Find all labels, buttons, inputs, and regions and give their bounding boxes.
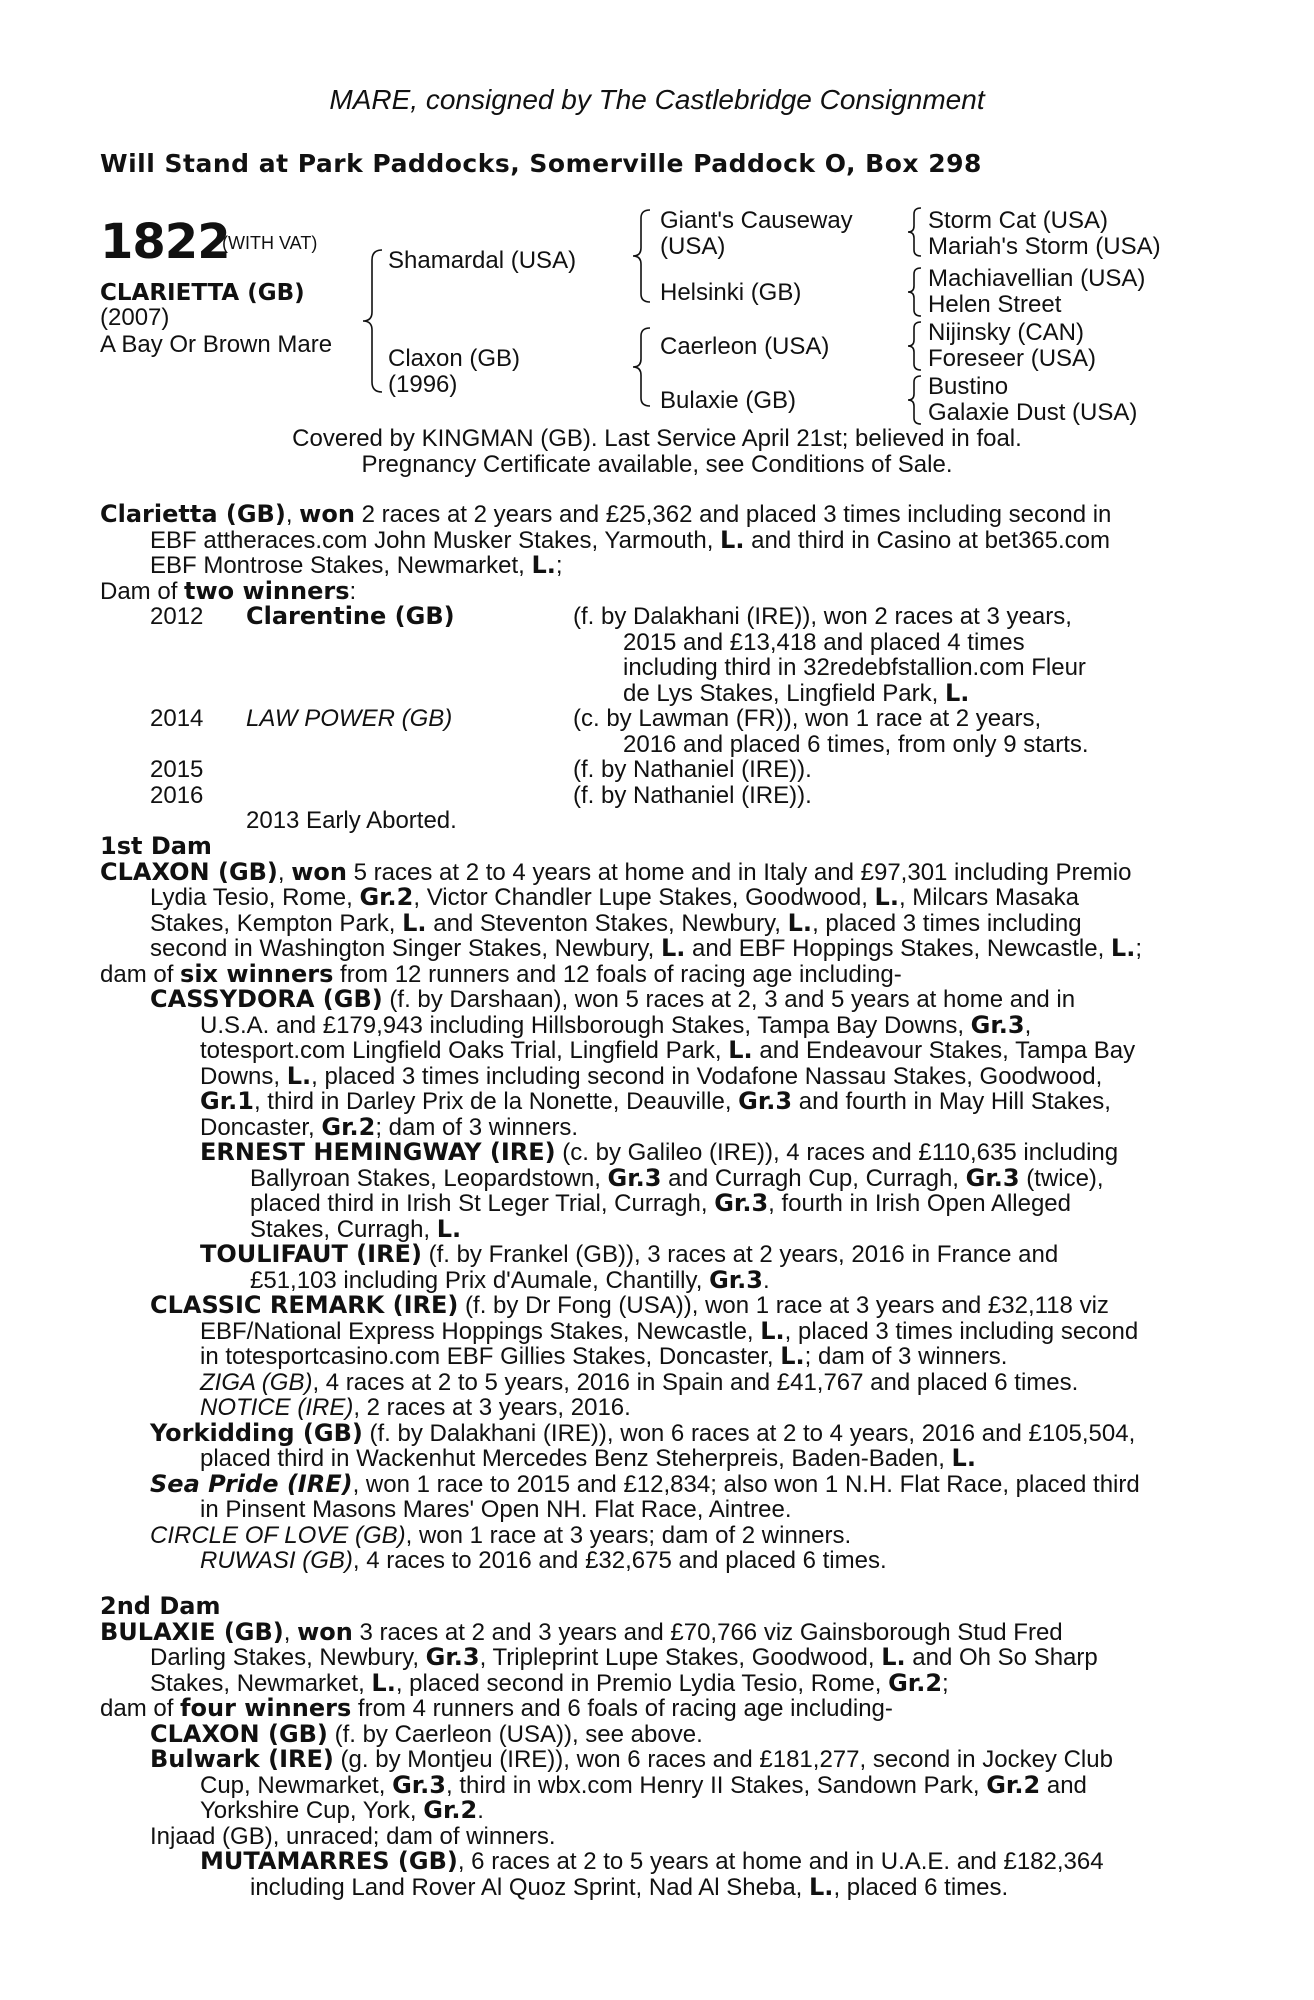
classic-line: EBF/National Express Hoppings Stakes, Newcastle, L., placed 3 times including second xyxy=(200,1316,1139,1345)
aborted-note: 2013 Early Aborted. xyxy=(246,807,457,834)
vat-note: (WITH VAT) xyxy=(222,233,318,253)
produce-detail: (f. by Nathaniel (IRE)). xyxy=(573,756,812,783)
first-dam-section xyxy=(100,834,1210,1574)
pedigree-dam-dam: Bulaxie (GB) xyxy=(660,387,797,414)
bulwark-line: Cup, Newmarket, Gr.3, third in wbx.com Henry II Stakes, Sandown Park, Gr.2 and xyxy=(200,1770,1087,1799)
pedigree-ddd: Galaxie Dust (USA) xyxy=(928,399,1138,426)
stand-location: Will Stand at Park Paddocks, Somerville Paddock O, Box 298 xyxy=(100,149,982,178)
cassydora-line: Doncaster, Gr.2; dam of 3 winners. xyxy=(200,1112,579,1141)
produce-detail: (f. by Nathaniel (IRE)). xyxy=(573,781,812,809)
pedigree-dam-year: (1996) xyxy=(388,371,458,398)
pedigree-brace-ds xyxy=(905,320,925,372)
pedigree-brace-sd xyxy=(905,266,925,318)
mare-record-line: EBF Montrose Stakes, Newmarket, L.; xyxy=(150,551,563,579)
mutamarres-line: including Land Rover Al Quoz Sprint, Nad Al Sheba, L., placed 6 times. xyxy=(250,1872,1009,1901)
injaad-line: Injaad (GB), unraced; dam of winners. xyxy=(150,1822,556,1850)
first-dam-line: Lydia Tesio, Rome, Gr.2, Victor Chandler Lupe Stakes, Goodwood, L., Milcars Masaka xyxy=(150,883,1080,911)
notice-line: NOTICE (IRE), 2 races at 3 years, 2016. xyxy=(200,1394,631,1421)
ernest-line: ERNEST HEMINGWAY (IRE) (c. by Galileo (IRE)), 4 races and £110,635 including xyxy=(200,1138,1119,1166)
pregnancy-note: Pregnancy Certificate available, see Conditions of Sale. xyxy=(361,451,953,478)
pedigree-sdd: Helen Street xyxy=(928,291,1062,318)
produce-detail: (c. by Lawman (FR)), won 1 race at 2 years, xyxy=(573,705,1042,732)
produce-detail: 2016 and placed 6 times, from only 9 starts. xyxy=(623,730,1089,758)
pedigree-dds: Bustino xyxy=(928,373,1009,400)
cassydora-line: CASSYDORA (GB) (f. by Darshaan), won 5 races at 2, 3 and 5 years at home and in xyxy=(150,985,1076,1013)
pedigree-brace-main xyxy=(360,248,390,394)
produce-name: Clarentine (GB) xyxy=(246,602,455,630)
produce-year: 2014 xyxy=(150,705,204,732)
produce-detail: including third in 32redebfstallion.com Fleur xyxy=(623,654,1086,681)
seapride-line: in Pinsent Masons Mares' Open NH. Flat Race, Aintree. xyxy=(200,1496,792,1523)
ernest-line: Stakes, Curragh, L. xyxy=(250,1214,462,1243)
produce-name: LAW POWER (GB) xyxy=(246,705,453,732)
second-dam-heading: 2nd Dam xyxy=(100,1592,221,1620)
claxon-ref-line: CLAXON (GB) (f. by Caerleon (USA)), see above. xyxy=(150,1719,703,1748)
bulwark-line: Yorkshire Cup, York, Gr.2. xyxy=(200,1796,484,1824)
first-dam-line: second in Washington Singer Stakes, Newbury, L. and EBF Hoppings Stakes, Newcastle, L.; xyxy=(150,934,1142,962)
mare-record-line: Clarietta (GB), won 2 races at 2 years and £25,362 and placed 3 times including second in xyxy=(100,500,1112,528)
pedigree-sds: Machiavellian (USA) xyxy=(928,265,1146,292)
horse-year: (2007) xyxy=(100,304,170,331)
ziga-line: ZIGA (GB), 4 races at 2 to 5 years, 2016 in Spain and £41,767 and placed 6 times. xyxy=(200,1368,1079,1396)
pedigree-brace-dd xyxy=(905,374,925,426)
produce-detail: de Lys Stakes, Lingfield Park, L. xyxy=(623,678,970,707)
mutamarres-line: MUTAMARRES (GB), 6 races at 2 to 5 years at home and in U.A.E. and £182,364 xyxy=(200,1847,1104,1875)
cassydora-line: Gr.1, third in Darley Prix de la Nonette, Deauville, Gr.3 and fourth in May Hill Stakes, xyxy=(200,1087,1111,1115)
toulifaut-line: £51,103 including Prix d'Aumale, Chantilly, Gr.3. xyxy=(250,1265,770,1294)
classic-line: CLASSIC REMARK (IRE) (f. by Dr Fong (USA)), won 1 race at 3 years and £32,118 viz xyxy=(150,1291,1109,1319)
horse-description: A Bay Or Brown Mare xyxy=(100,331,333,358)
second-dam-line: dam of four winners from 4 runners and 6 foals of racing age including- xyxy=(100,1694,893,1722)
produce-year: 2012 xyxy=(150,603,204,630)
cassydora-line: totesport.com Lingfield Oaks Trial, Lingfield Park, L. and Endeavour Stakes, Tampa Bay xyxy=(200,1036,1136,1064)
produce-detail: (f. by Dalakhani (IRE)), won 2 races at 3 years, xyxy=(573,603,1072,630)
cassydora-line: U.S.A. and £179,943 including Hillsborough Stakes, Tampa Bay Downs, Gr.3, xyxy=(200,1010,1032,1039)
pedigree-brace-ss xyxy=(905,206,925,258)
first-dam-line: Stakes, Kempton Park, L. and Steventon Stakes, Newbury, L., placed 3 times including xyxy=(150,908,1082,937)
pedigree-dss: Nijinsky (CAN) xyxy=(928,319,1084,346)
ernest-line: placed third in Irish St Leger Trial, Curragh, Gr.3, fourth in Irish Open Alleged xyxy=(250,1189,1072,1217)
consignment-title: MARE, consigned by The Castlebridge Consignment xyxy=(329,84,985,115)
ruwasi-line: RUWASI (GB), 4 races to 2016 and £32,675 and placed 6 times. xyxy=(200,1547,887,1574)
horse-name: CLARIETTA (GB) xyxy=(100,280,305,306)
pedigree-sire-sire-country: (USA) xyxy=(660,233,726,260)
second-dam-line: Darling Stakes, Newbury, Gr.3, Tripleprint Lupe Stakes, Goodwood, L. and Oh So Sharp xyxy=(150,1643,1098,1671)
mare-record xyxy=(100,502,1210,604)
covered-note: Covered by KINGMAN (GB). Last Service April 21st; believed in foal. xyxy=(292,425,1022,452)
classic-line: in totesportcasino.com EBF Gillies Stakes, Doncaster, L.; dam of 3 winners. xyxy=(200,1342,1008,1370)
circle-line: CIRCLE OF LOVE (GB), won 1 race at 3 years; dam of 2 winners. xyxy=(150,1521,852,1549)
produce-year: 2015 xyxy=(150,756,204,783)
produce-year: 2016 xyxy=(150,781,204,809)
second-dam-line: BULAXIE (GB), won 3 races at 2 and 3 years and £70,766 viz Gainsborough Stud Fred xyxy=(100,1617,1063,1646)
pedigree-sire-sire: Giant's Causeway xyxy=(660,207,853,234)
pedigree-brace-dam xyxy=(630,326,656,408)
lot-number: 1822 xyxy=(100,214,230,270)
pedigree-ssd: Mariah's Storm (USA) xyxy=(928,233,1161,260)
pedigree-sire-dam: Helsinki (GB) xyxy=(660,279,802,306)
pedigree-sss: Storm Cat (USA) xyxy=(928,207,1109,234)
first-dam-line: dam of six winners from 12 runners and 12 foals of racing age including- xyxy=(100,959,902,988)
cassydora-line: Downs, L., placed 3 times including second in Vodafone Nassau Stakes, Goodwood, xyxy=(200,1061,1103,1090)
toulifaut-line: TOULIFAUT (IRE) (f. by Frankel (GB)), 3 races at 2 years, 2016 in France and xyxy=(200,1240,1059,1268)
first-dam-heading: 1st Dam xyxy=(100,832,212,860)
pedigree-brace-sire xyxy=(630,208,656,304)
pedigree-sire: Shamardal (USA) xyxy=(388,247,577,274)
second-dam-section xyxy=(100,1594,1210,1900)
produce-detail: 2015 and £13,418 and placed 4 times xyxy=(623,628,1025,656)
mare-dam-of: Dam of two winners: xyxy=(100,576,357,605)
mare-record-line: EBF attheraces.com John Musker Stakes, Yarmouth, L. and third in Casino at bet365.com xyxy=(150,525,1111,554)
first-dam-line: CLAXON (GB), won 5 races at 2 to 4 years at home and in Italy and £97,301 including Premio xyxy=(100,857,1132,886)
pedigree-dsd: Foreseer (USA) xyxy=(928,345,1097,372)
pedigree-dam-sire: Caerleon (USA) xyxy=(660,333,830,360)
second-dam-line: Stakes, Newmarket, L., placed second in Premio Lydia Tesio, Rome, Gr.2; xyxy=(150,1668,949,1697)
pedigree-dam: Claxon (GB) xyxy=(388,345,521,372)
yorkidding-line: placed third in Wackenhut Mercedes Benz Steherpreis, Baden-Baden, L. xyxy=(200,1444,976,1472)
ernest-line: Ballyroan Stakes, Leopardstown, Gr.3 and Curragh Cup, Curragh, Gr.3 (twice), xyxy=(250,1163,1104,1192)
seapride-line: Sea Pride (IRE), won 1 race to 2015 and £12,834; also won 1 N.H. Flat Race, placed third xyxy=(150,1469,1140,1498)
yorkidding-line: Yorkidding (GB) (f. by Dalakhani (IRE)), won 6 races at 2 to 4 years, 2016 and £105,504, xyxy=(150,1418,1136,1447)
bulwark-line: Bulwark (IRE) (g. by Montjeu (IRE)), won 6 races and £181,277, second in Jockey Club xyxy=(150,1745,1113,1773)
